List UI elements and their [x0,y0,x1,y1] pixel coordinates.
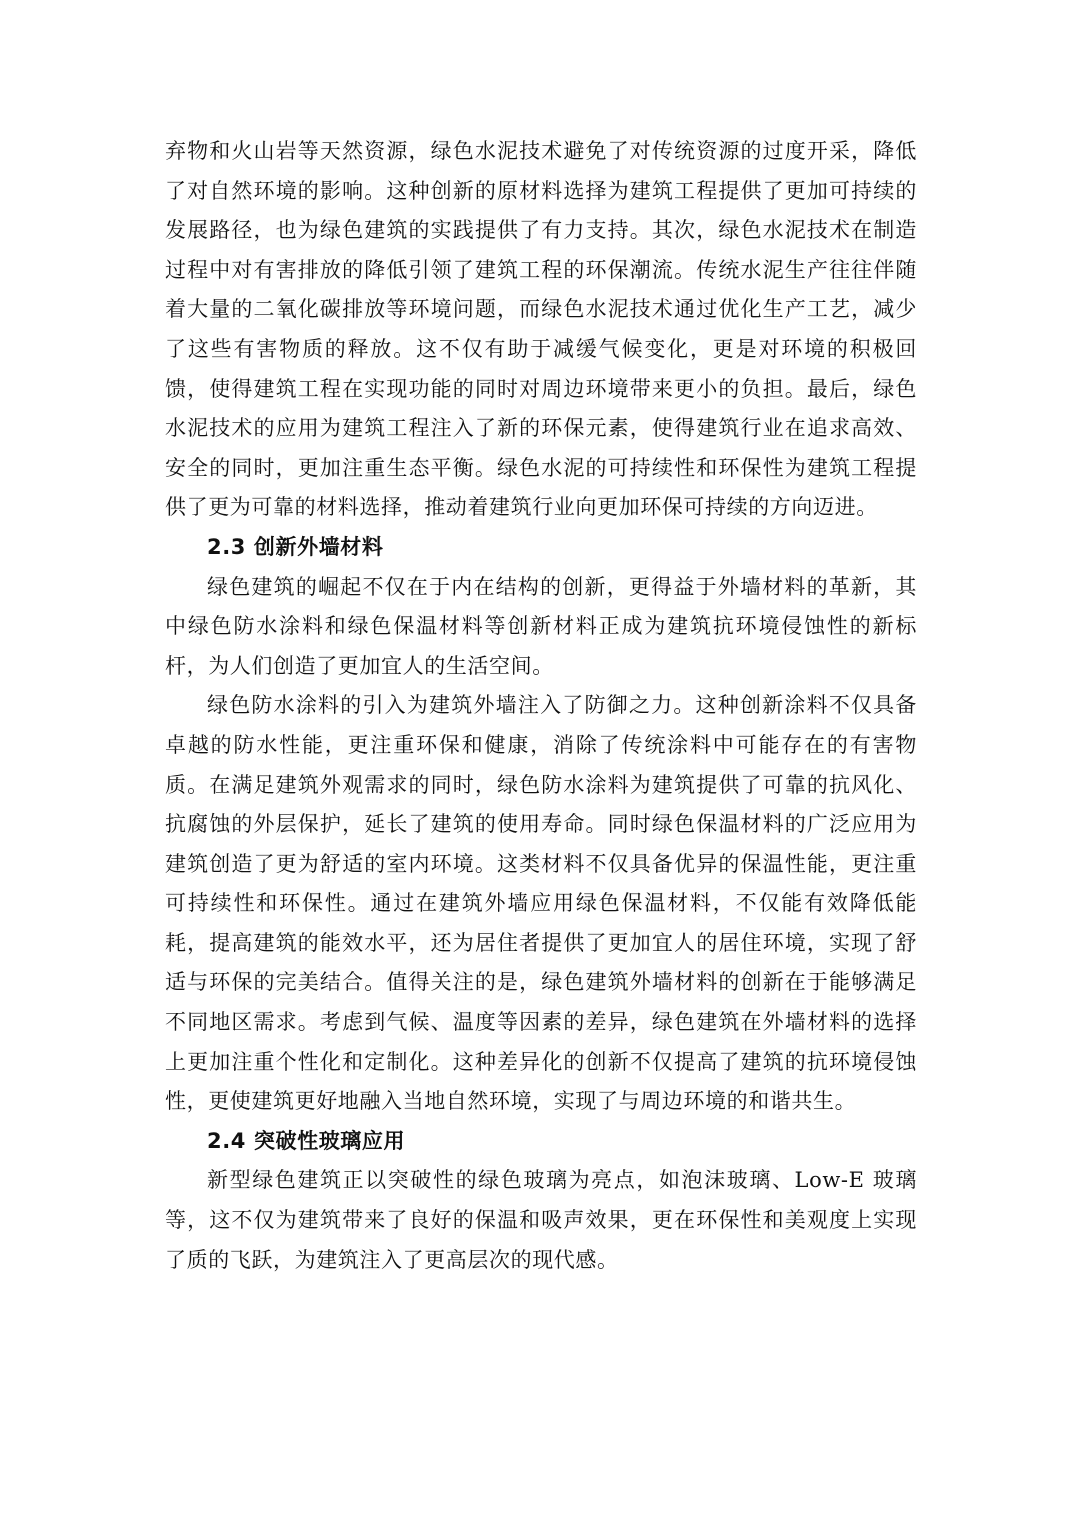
section-heading-2-3: 2.3 创新外墙材料 [207,534,384,559]
paragraph-glass-application: 新型绿色建筑正以突破性的绿色玻璃为亮点，如泡沫玻璃、Low-E 玻璃等，这不仅为建筑带来了良好的保温和吸声效果，更在环保性和美观度上实现了质的飞跃，为建筑注入了更高层次的现代感。 [165,1168,917,1272]
section-heading-2-4: 2.4 突破性玻璃应用 [207,1128,406,1153]
document-body [165,132,917,1280]
paragraph-green-cement-continued: 弃物和火山岩等天然资源，绿色水泥技术避免了对传统资源的过度开采，降低了对自然环境的影响。这种创新的原材料选择为建筑工程提供了更加可持续的发展路径，也为绿色建筑的实践提供了有力支持。其次，绿色水泥技术在制造过程中对有害排放的降低引领了建筑工程的环保潮流。传统水泥生产往往伴随着大量的二氧化碳排放等环境问题，而绿色水泥技术通过优化生产工艺，减少了这些有害物质的释放。这不仅有助于减缓气候变化，更是对环境的积极回馈，使得建筑工程在实现功能的同时对周边环境带来更小的负担。最后，绿色水泥技术的应用为建筑工程注入了新的环保元素，使得建筑行业在追求高效、安全的同时，更加注重生态平衡。绿色水泥的可持续性和环保性为建筑工程提供了更为可靠的材料选择，推动着建筑行业向更加环保可持续的方向迈进。 [165,139,917,520]
paragraph-exterior-wall-details: 绿色防水涂料的引入为建筑外墙注入了防御之力。这种创新涂料不仅具备卓越的防水性能，更注重环保和健康，消除了传统涂料中可能存在的有害物质。在满足建筑外观需求的同时，绿色防水涂料为建筑提供了可靠的抗风化、抗腐蚀的外层保护，延长了建筑的使用寿命。同时绿色保温材料的广泛应用为建筑创造了更为舒适的室内环境。这类材料不仅具备优异的保温性能，更注重可持续性和环保性。通过在建筑外墙应用绿色保温材料，不仅能有效降低能耗，提高建筑的能效水平，还为居住者提供了更加宜人的居住环境，实现了舒适与环保的完美结合。值得关注的是，绿色建筑外墙材料的创新在于能够满足不同地区需求。考虑到气候、温度等因素的差异，绿色建筑在外墙材料的选择上更加注重个性化和定制化。这种差异化的创新不仅提高了建筑的抗环境侵蚀性，更使建筑更好地融入当地自然环境，实现了与周边环境的和谐共生。 [165,693,917,1114]
paragraph-exterior-wall-intro: 绿色建筑的崛起不仅在于内在结构的创新，更得益于外墙材料的革新，其中绿色防水涂料和绿色保温材料等创新材料正成为建筑抗环境侵蚀性的新标杆，为人们创造了更加宜人的生活空间。 [165,574,917,678]
